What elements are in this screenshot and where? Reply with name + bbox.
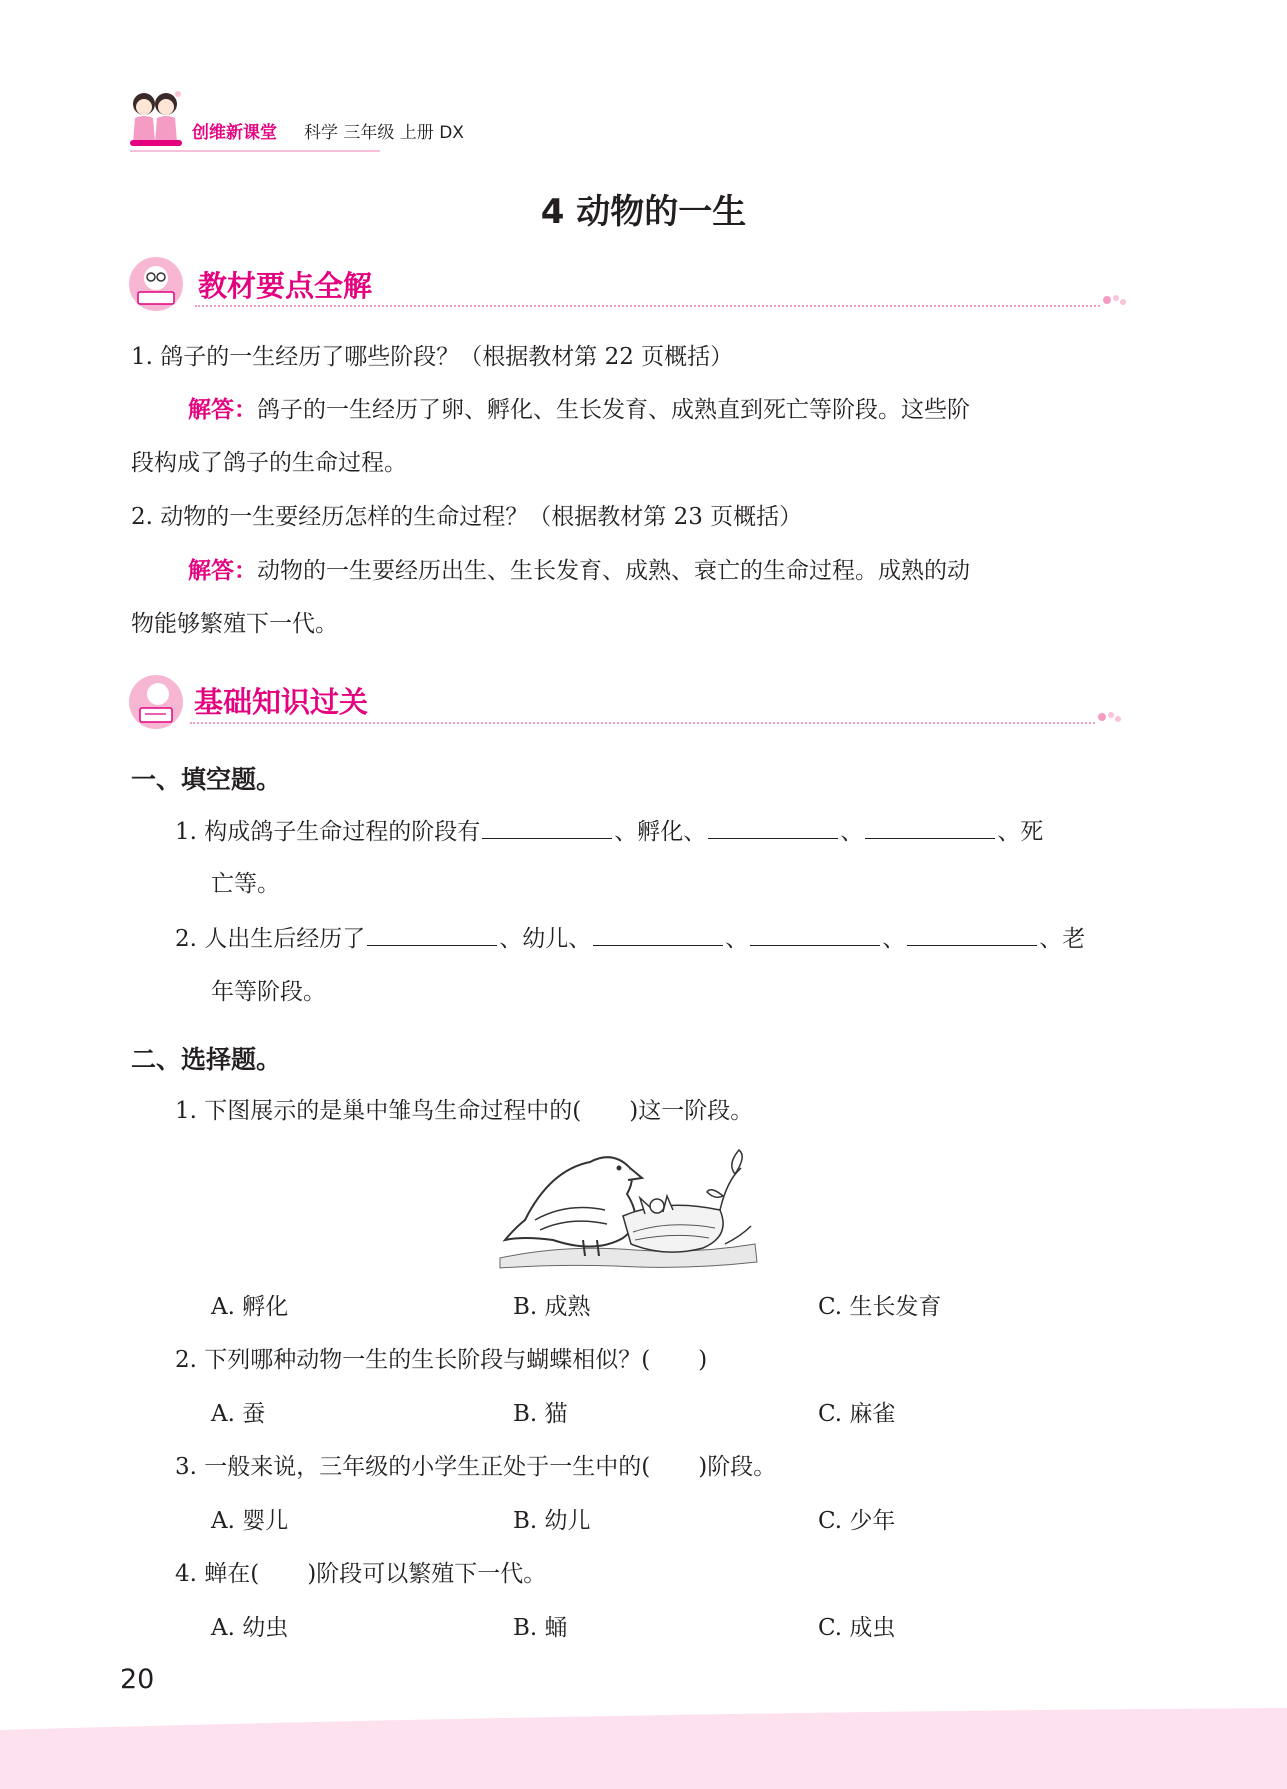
choice-q1-option-b[interactable]: B. 成熟 bbox=[513, 1294, 591, 1320]
question-text: )这一阶段。 bbox=[629, 1098, 754, 1124]
choice-q3-option-c[interactable]: C. 少年 bbox=[818, 1508, 896, 1534]
dots-decoration-icon bbox=[1097, 710, 1123, 724]
fill-question-2-line2: 年等阶段。 bbox=[211, 979, 326, 1005]
dots-decoration-icon bbox=[1102, 293, 1128, 307]
section-title-basics: 基础知识过关 bbox=[194, 685, 369, 719]
fill-question-1-line2: 亡等。 bbox=[211, 871, 280, 897]
choice-q4-option-c[interactable]: C. 成虫 bbox=[818, 1615, 896, 1641]
footer-band bbox=[0, 1708, 1287, 1789]
question-text: )阶段。 bbox=[698, 1454, 777, 1480]
key-question-1: 1. 鸽子的一生经历了哪些阶段？（根据教材第 22 页概括） bbox=[131, 344, 734, 370]
key-answer-1-line1 bbox=[188, 393, 970, 427]
section-divider bbox=[195, 305, 1100, 307]
question-text: 、 bbox=[725, 926, 749, 952]
choice-q2-option-c[interactable]: C. 麻雀 bbox=[818, 1401, 896, 1427]
fill-question-1 bbox=[175, 814, 1043, 849]
choice-q4-option-a[interactable]: A. 幼虫 bbox=[211, 1615, 289, 1641]
teacher-reading-icon bbox=[128, 256, 184, 312]
choice-question-3 bbox=[175, 1450, 776, 1484]
question-text: 、幼儿、 bbox=[499, 926, 592, 952]
fill-heading: 一、填空题。 bbox=[131, 765, 282, 794]
kids-logo-icon bbox=[126, 88, 186, 154]
key-answer-2-line1 bbox=[188, 554, 970, 588]
question-text: )阶段可以繁殖下一代。 bbox=[307, 1561, 547, 1587]
answer-blank[interactable] bbox=[593, 921, 723, 946]
key-question-2: 2. 动物的一生要经历怎样的生命过程？（根据教材第 23 页概括） bbox=[131, 504, 803, 530]
choice-q4-option-b[interactable]: B. 蛹 bbox=[513, 1615, 568, 1641]
book-info: 科学 三年级 上册 DX bbox=[304, 123, 464, 143]
student-writing-icon bbox=[128, 674, 184, 730]
question-text: 2. 下列哪种动物一生的生长阶段与蝴蝶相似？( bbox=[175, 1347, 651, 1373]
choice-q2-option-a[interactable]: A. 蚕 bbox=[211, 1401, 266, 1427]
question-text: 、孵化、 bbox=[614, 819, 707, 845]
question-text: 1. 下图展示的是巢中雏鸟生命过程中的( bbox=[175, 1098, 582, 1124]
bird-nest-illustration bbox=[495, 1140, 765, 1270]
question-text: 、 bbox=[882, 926, 906, 952]
page-title: 4 动物的一生 bbox=[540, 192, 747, 232]
choice-q2-option-b[interactable]: B. 猫 bbox=[513, 1401, 568, 1427]
question-text: 2. 人出生后经历了 bbox=[175, 926, 366, 952]
choice-q3-option-b[interactable]: B. 幼儿 bbox=[513, 1508, 591, 1534]
question-text: 4. 蝉在( bbox=[175, 1561, 260, 1587]
choice-question-1 bbox=[175, 1094, 753, 1128]
key-answer-1-line2: 段构成了鸽子的生命过程。 bbox=[131, 450, 407, 476]
answer-blank[interactable] bbox=[907, 921, 1037, 946]
question-text: 、死 bbox=[997, 819, 1044, 845]
question-text: 1. 构成鸽子生命过程的阶段有 bbox=[175, 819, 481, 845]
question-text: 、 bbox=[840, 819, 864, 845]
key-answer-2-line2: 物能够繁殖下一代。 bbox=[131, 611, 338, 637]
answer-label: 解答： bbox=[188, 558, 257, 584]
answer-text: 鸽子的一生经历了卵、孵化、生长发育、成熟直到死亡等阶段。这些阶 bbox=[257, 397, 970, 423]
answer-label: 解答： bbox=[188, 397, 257, 423]
answer-blank[interactable] bbox=[367, 921, 497, 946]
question-text: 3. 一般来说，三年级的小学生正处于一生中的( bbox=[175, 1454, 651, 1480]
answer-blank[interactable] bbox=[708, 814, 838, 839]
answer-blank[interactable] bbox=[750, 921, 880, 946]
page-number: 20 bbox=[120, 1664, 155, 1695]
choice-heading: 二、选择题。 bbox=[131, 1045, 282, 1074]
choice-question-4 bbox=[175, 1557, 546, 1591]
section-title-key-points: 教材要点全解 bbox=[198, 269, 373, 303]
question-text: ) bbox=[698, 1347, 708, 1373]
fill-question-2 bbox=[175, 921, 1085, 956]
question-text: 、老 bbox=[1039, 926, 1086, 952]
choice-question-2 bbox=[175, 1343, 707, 1377]
answer-blank[interactable] bbox=[865, 814, 995, 839]
answer-blank[interactable] bbox=[482, 814, 612, 839]
choice-q3-option-a[interactable]: A. 婴儿 bbox=[211, 1508, 289, 1534]
choice-q1-option-c[interactable]: C. 生长发育 bbox=[818, 1294, 942, 1320]
answer-text: 动物的一生要经历出生、生长发育、成熟、衰亡的生命过程。成熟的动 bbox=[257, 558, 970, 584]
choice-q1-option-a[interactable]: A. 孵化 bbox=[211, 1294, 289, 1320]
brand-name: 创维新课堂 bbox=[192, 123, 277, 143]
section-divider bbox=[190, 722, 1095, 724]
header-divider bbox=[130, 150, 380, 152]
